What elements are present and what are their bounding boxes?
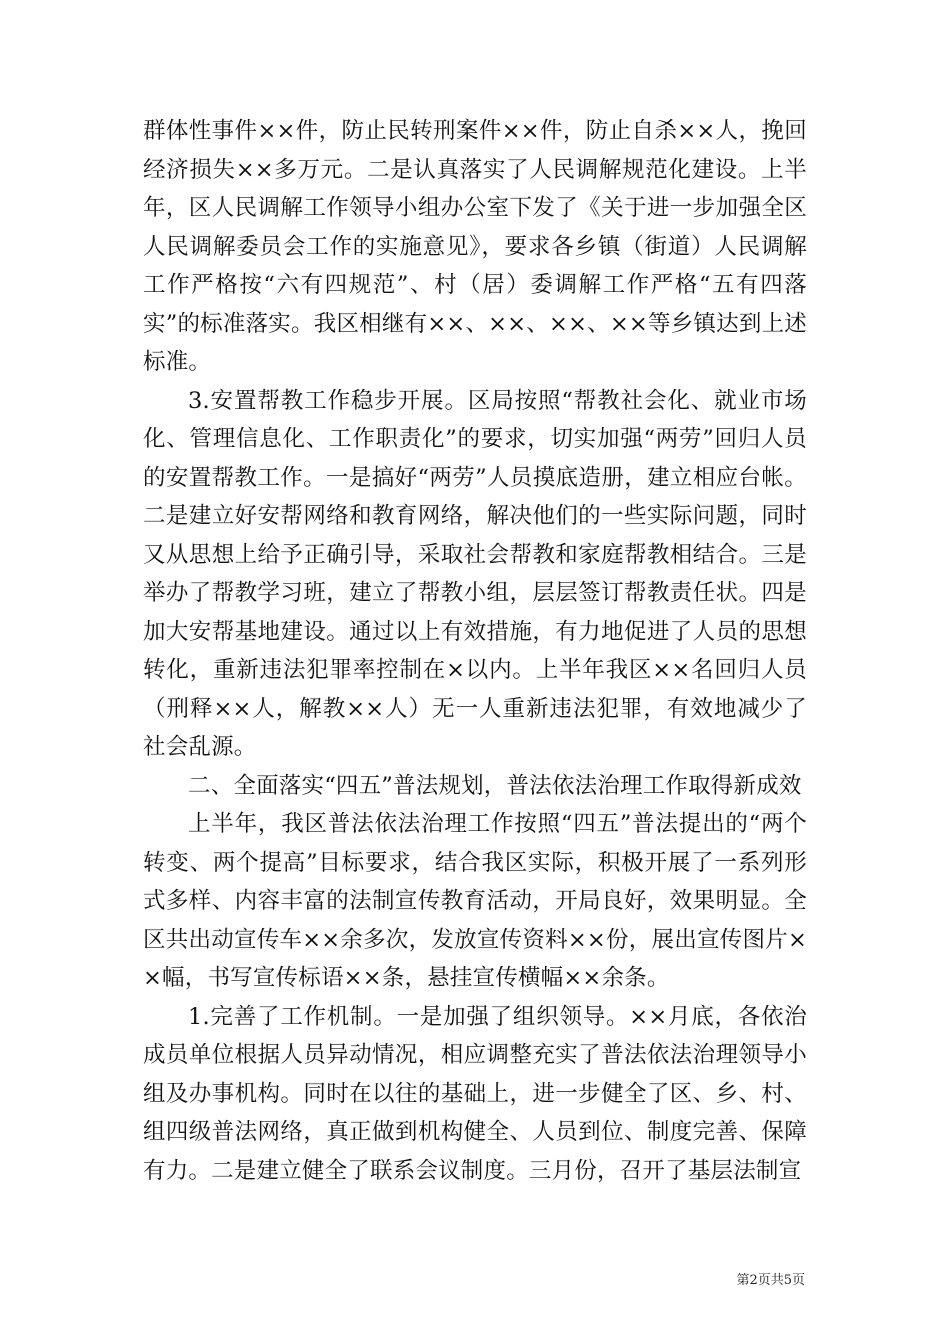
paragraph-2: 3.安置帮教工作稳步开展。区局按照“帮教社会化、就业市场化、管理信息化、工作职责化”的要求，切实加强“两劳”回归人员的安置帮教工作。一是搞好“两劳”人员摸底造册，建立相应台帐。二是建立好安帮网络和教育网络，解决他们的一些实际问题，同时又从思想上给予正确引导，采取社会帮教和家庭帮教相结合。三是举办了帮教学习班，建立了帮教小组，层层签订帮教责任状。四是加大安帮基地建设。通过以上有效措施，有力地促进了人员的思想转化，重新违法犯罪率控制在×以内。上半年我区××名回归人员（刑释××人，解教××人）无一人重新违法犯罪，有效地减少了社会乱源。 <box>143 387 807 760</box>
paragraph-4: 1.完善了工作机制。一是加强了组织领导。××月底，各依治成员单位根据人员异动情况，相应调整充实了普法依法治理领导小组及办事机构。同时在以往的基础上，进一步健全了区、乡、村、组四级普法网络，真正做到机构健全、人员到位、制度完善、保障有力。二是建立健全了联系会议制度。三月份，召开了基层法制宣 <box>143 1003 807 1184</box>
paragraph-3: 上半年，我区普法依法治理工作按照“四五”普法提出的“两个转变、两个提高”目标要求，结合我区实际，积极开展了一系列形式多样、内容丰富的法制宣传教育活动，开局良好，效果明显。全区共出动宣传车××余多次，发放宣传资料××份，展出宣传图片××幅，书写宣传标语××条，悬挂宣传横幅××余条。 <box>143 811 807 991</box>
page-number: 第2页共5页 <box>736 1273 805 1288</box>
section-heading-2: 二、全面落实“四五”普法规划，普法依法治理工作取得新成效 <box>188 772 802 799</box>
document-body <box>143 112 807 1190</box>
paragraph-1: 群体性事件××件，防止民转刑案件××件，防止自杀××人，挽回经济损失××多万元。二是认真落实了人民调解规范化建设。上半年，区人民调解工作领导小组办公室下发了《关于进一步加强全区人民调解委员会工作的实施意见》，要求各乡镇（街道）人民调解工作严格按“六有四规范”、村（居）委调解工作严格“五有四落实”的标准落实。我区相继有××、××、××、××等乡镇达到上述标准。 <box>143 118 807 375</box>
